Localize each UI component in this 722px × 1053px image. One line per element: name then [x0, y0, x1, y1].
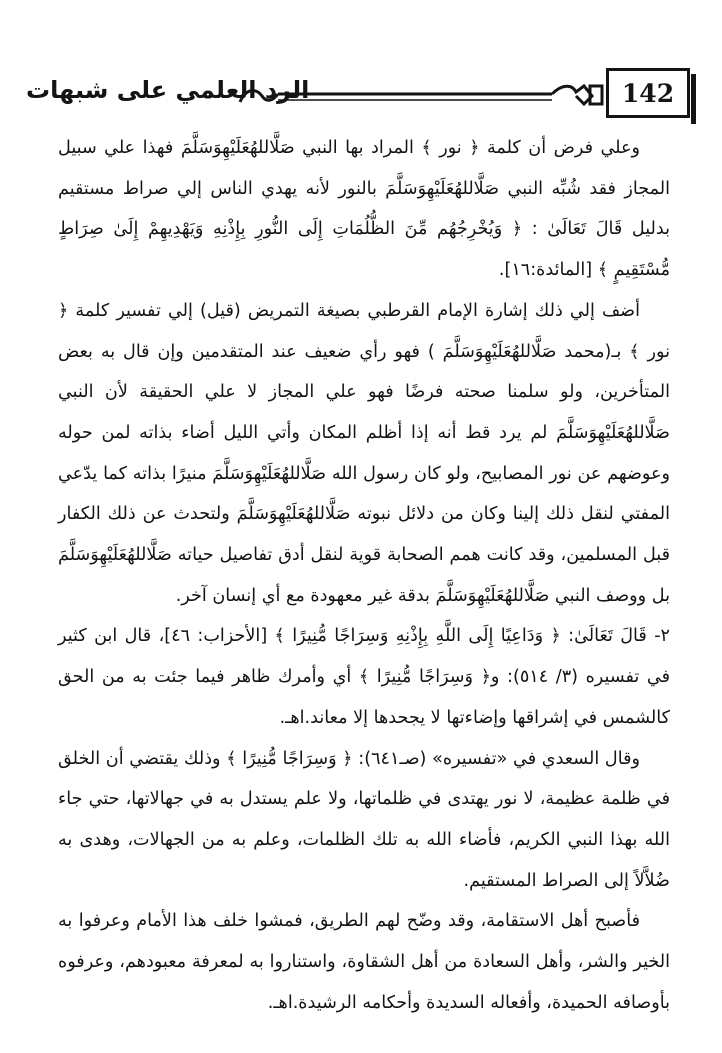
- page-number: 142: [606, 68, 690, 118]
- paragraph-5: فأصبح أهل الاستقامة، وقد وضّح لهم الطريق، فمشوا خلف هذا الأمام وعرفوا به الخير والشر، وأهل السعادة من أهل الشقاوة، واستناروا به لمعرفة معبودهم، وعرفوه بأوصافه الحميدة، وأفعاله السديدة وأحكامه الرشيدة.اهـ.: [58, 911, 670, 1013]
- running-title: الرد العلمي على شبهات: [26, 76, 310, 104]
- paragraph-1: وعلي فرض أن كلمة ﴿ نور ﴾ المراد بها النبي صَلَّاللهُعَلَيْهِوَسَلَّمَ فهذا علي سبيل المجاز فقد شُبِّه النبي صَلَّاللهُعَلَيْهِوَسَلَّمَ بالنور لأنه يهدي الناس إلي صراط مستقيم بدليل قَالَ تَعَالَىٰ : ﴿ وَيُخْرِجُهُم مِّنَ الظُّلُمَاتِ إِلَى النُّورِ بِإِذْنِهِ وَيَهْدِيهِمْ إِلَىٰ صِرَاطٍ مُّسْتَقِيمٍ ﴾ [المائدة:١٦].: [58, 138, 670, 281]
- body-text: [58, 128, 670, 1023]
- paragraph-2: أضف إلي ذلك إشارة الإمام القرطبي بصيغة التمريض (قيل) إلي تفسير كلمة ﴿ نور ﴾ بـ(محمد صَلَّاللهُعَلَيْهِوَسَلَّمَ ) فهو رأي ضعيف عند المتقدمين وإن قال به بعض المتأخرين، ولو سلمنا صحته فرضًا فهو علي المجاز لا علي الحقيقة لأن النبي صَلَّاللهُعَلَيْهِوَسَلَّمَ لم يرد قط أنه إذا أظلم المكان وأتي الليل أضاء بذاته لمن حوله وعوضهم عن نور المصابيح، ولو كان رسول الله صَلَّاللهُعَلَيْهِوَسَلَّمَ منيرًا بذاته كما يدّعي المفتي لنقل ذلك إلينا وكان من دلائل نبوته صَلَّاللهُعَلَيْهِوَسَلَّمَ ولتحدث عن ذلك الكفار قبل المسلمين، وقد كانت همم الصحابة قوية لنقل أدق تفاصيل حياته صَلَّاللهُعَلَيْهِوَسَلَّمَ بل ووصف النبي صَلَّاللهُعَلَيْهِوَسَلَّمَ بدقة غير معهودة مع أي إنسان آخر.: [58, 300, 670, 606]
- page-header: [26, 60, 690, 122]
- paragraph-4: وقال السعدي في «تفسيره» (صـ٦٤١): ﴿ وَسِرَاجًا مُّنِيرًا ﴾ وذلك يقتضي أن الخلق في ظلمة عظيمة، لا نور يهتدى في ظلماتها، ولا علم يستدل به في جهالاتها، حتي جاء الله بهذا النبي الكريم، فأضاء الله به تلك الظلمات، وعلم به من الجهالات، وهدى به ضُلاَّلاً إلى الصراط المستقيم.: [58, 748, 670, 891]
- paragraph-3: ٢- قَالَ تَعَالَىٰ: ﴿ وَدَاعِيًا إِلَى اللَّهِ بِإِذْنِهِ وَسِرَاجًا مُّنِيرًا ﴾ [الأحزاب: ٤٦]، قال ابن كثير في تفسيره (٣/ ٥١٤): و﴿ وَسِرَاجًا مُّنِيرًا ﴾ أي وأمرك ظاهر فيما جئت به من الحق كالشمس في إشراقها وإضاءتها لا يجحدها إلا معاند.اهـ.: [58, 626, 670, 728]
